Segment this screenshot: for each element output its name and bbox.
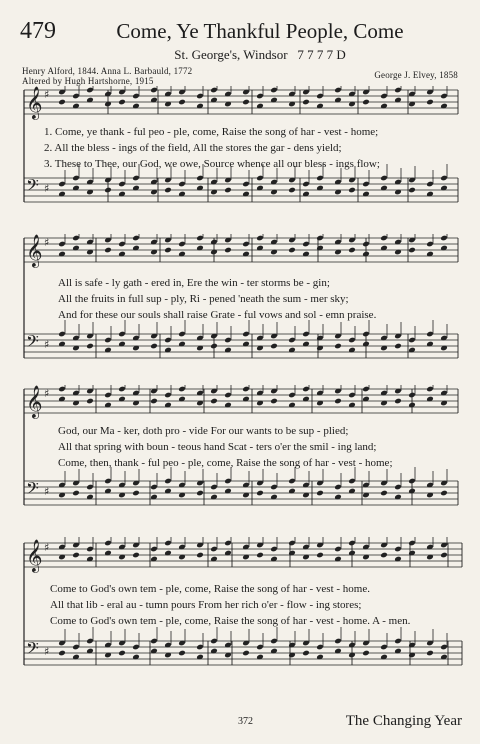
- note-head: [242, 99, 250, 106]
- verse-3-line: Come to God's own tem - ple, come, Raise the song of har - vest - home. A - men.: [50, 615, 411, 627]
- sharp-icon: ♯: [44, 541, 50, 554]
- note-head: [316, 490, 324, 497]
- note-head: [178, 99, 186, 106]
- note-head: [104, 187, 112, 194]
- note-head: [408, 187, 416, 194]
- note-head: [256, 552, 264, 559]
- verse-2-line: All that lib - eral au - tumn pours From her rich o'er - flow - ing stores;: [50, 599, 362, 611]
- verse-3-line: Come, then, thank - ful peo - ple, come, Raise the song of har - vest - home;: [58, 457, 393, 469]
- note-head: [288, 187, 296, 194]
- verse-3-line: And for these our souls shall raise Grate - ful vows and sol - emn praise.: [58, 309, 377, 321]
- page-number: 372: [238, 716, 253, 727]
- note-head: [270, 398, 278, 405]
- note-head: [196, 552, 204, 559]
- note-head: [302, 99, 310, 106]
- note-head: [288, 247, 296, 254]
- note-head: [334, 343, 342, 350]
- note-head: [256, 490, 264, 497]
- note-head: [394, 343, 402, 350]
- note-head: [164, 247, 172, 254]
- sharp-icon: ♯: [44, 645, 50, 658]
- note-head: [72, 552, 80, 559]
- sharp-icon: ♯: [44, 338, 50, 351]
- verse-1-line: 1. Come, ye thank - ful peo - ple, come, Raise the song of har - vest - home;: [44, 126, 379, 138]
- sharp-icon: ♯: [44, 182, 50, 195]
- note-head: [58, 650, 66, 657]
- note-head: [224, 187, 232, 194]
- words-credit-line1: Henry Alford, 1844. Anna L. Barbauld, 1772: [22, 66, 193, 76]
- tune-line: [0, 47, 480, 63]
- note-head: [118, 99, 126, 106]
- note-head: [86, 398, 94, 405]
- note-head: [380, 552, 388, 559]
- words-credit: [22, 66, 192, 86]
- bass-clef-icon: 𝄢: [26, 478, 39, 502]
- section-name: The Changing Year: [345, 713, 462, 729]
- hymn-number: 479: [20, 18, 56, 44]
- note-head: [334, 398, 342, 405]
- verse-2-line: 2. All the bless - ings of the field, All the stores the gar - dens yield;: [44, 142, 342, 154]
- hymn-title: Come, Ye Thankful People, Come: [116, 19, 404, 43]
- note-head: [394, 398, 402, 405]
- note-head: [224, 247, 232, 254]
- treble-clef-icon: 𝄞: [26, 86, 43, 119]
- note-head: [210, 398, 218, 405]
- note-head: [380, 490, 388, 497]
- sharp-icon: ♯: [44, 236, 50, 249]
- note-head: [362, 650, 370, 657]
- verse-1-line: Come to God's own tem - ple, come, Raise the song of har - vest - home.: [50, 583, 370, 595]
- note-head: [270, 343, 278, 350]
- tune-name: St. George's, Windsor: [174, 47, 288, 62]
- verse-1-line: God, our Ma - ker, doth pro - vide For our wants to be sup - plied;: [58, 425, 349, 437]
- verse-3-line: 3. These to Thee, our God, we owe, Source whence all our bless - ings flow;: [44, 158, 380, 170]
- sharp-icon: ♯: [44, 88, 50, 101]
- note-head: [196, 490, 204, 497]
- treble-clef-icon: 𝄞: [26, 234, 43, 267]
- note-head: [426, 99, 434, 106]
- verse-1-line: All is safe - ly gath - ered in, Ere the win - ter storms be - gin;: [58, 277, 330, 289]
- note-head: [348, 247, 356, 254]
- note-head: [132, 552, 140, 559]
- bass-clef-icon: 𝄢: [26, 331, 39, 355]
- meter: 7 7 7 7 D: [297, 47, 346, 62]
- bass-clef-icon: 𝄢: [26, 638, 39, 662]
- note-head: [150, 398, 158, 405]
- verse-2-line: All the fruits in full sup - ply, Ri - pened 'neath the sum - mer sky;: [58, 293, 349, 305]
- note-head: [150, 343, 158, 350]
- note-head: [242, 650, 250, 657]
- words-credit-line2: Altered by Hugh Hartshorne, 1915: [22, 76, 154, 86]
- verse-2-line: All that spring with boun - teous hand Scat - ters o'er the smil - ing land;: [58, 441, 377, 453]
- note-head: [348, 187, 356, 194]
- note-head: [316, 552, 324, 559]
- note-head: [178, 650, 186, 657]
- sharp-icon: ♯: [44, 485, 50, 498]
- bass-clef-icon: 𝄢: [26, 175, 39, 199]
- note-head: [440, 490, 448, 497]
- note-head: [118, 650, 126, 657]
- music-credit: George J. Elvey, 1858: [374, 70, 458, 80]
- note-head: [132, 490, 140, 497]
- note-head: [58, 99, 66, 106]
- treble-clef-icon: 𝄞: [26, 539, 43, 572]
- note-head: [104, 247, 112, 254]
- note-head: [164, 187, 172, 194]
- treble-clef-icon: 𝄞: [26, 385, 43, 418]
- note-head: [362, 99, 370, 106]
- note-head: [302, 650, 310, 657]
- note-head: [210, 343, 218, 350]
- sharp-icon: ♯: [44, 387, 50, 400]
- note-head: [408, 247, 416, 254]
- note-head: [86, 343, 94, 350]
- note-head: [440, 552, 448, 559]
- note-head: [72, 490, 80, 497]
- note-head: [426, 650, 434, 657]
